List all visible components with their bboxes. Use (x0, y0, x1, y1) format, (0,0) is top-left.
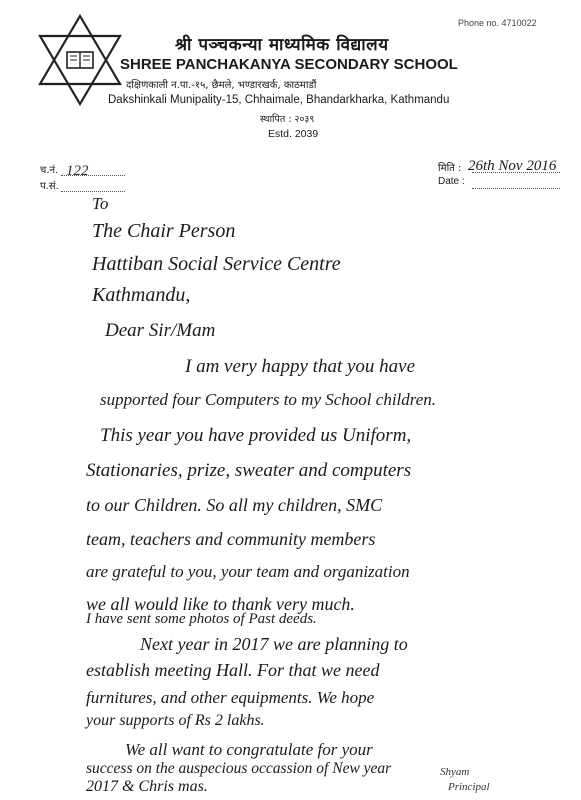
letter-salutation: Dear Sir/Mam (105, 320, 216, 341)
address-english: Dakshinkali Munipality-15, Chhaimale, Bhandarkharka, Kathmandu (108, 94, 450, 106)
address-nepali: दक्षिणकाली न.पा.-१५, छैमले, भण्डारखर्क, काठमाडौं (126, 80, 317, 91)
letter-line: 2017 & Chris mas. (86, 778, 208, 795)
school-name-nepali: श्री पञ्चकन्या माध्यमिक विद्यालय (175, 35, 389, 55)
signature: Shyam (440, 766, 470, 778)
reference-line-2 (61, 180, 125, 192)
letter-line: Next year in 2017 we are planning to (140, 634, 408, 654)
school-name-english: SHREE PANCHAKANYA SECONDARY SCHOOL (120, 56, 458, 73)
letter-line: Stationaries, prize, sweater and computers (86, 460, 412, 481)
letter-line: We all want to congratulate for your (125, 740, 373, 759)
letter-line: success on the auspecious occassion of New year (86, 760, 392, 777)
signature-title: Principal (448, 781, 490, 793)
school-logo-star-icon (34, 14, 126, 106)
letter-line: Kathmandu, (92, 284, 191, 306)
date-label-nepali: मिति : (438, 163, 462, 174)
letter-line: Hattiban Social Service Centre (92, 253, 341, 275)
letter-line: furnitures, and other equipments. We hope (86, 688, 375, 707)
date-line-2 (472, 188, 560, 189)
reference-row-2 (40, 178, 125, 192)
established-nepali: स्थापित : २०३९ (260, 114, 315, 125)
established-english: Estd. 2039 (268, 128, 319, 140)
reference-number: 122 (66, 163, 89, 179)
letter-line: supported four Computers to my School children. (100, 390, 437, 409)
letter-date: 26th Nov 2016 (468, 158, 557, 174)
letter-line: This year you have provided us Uniform, (100, 425, 412, 446)
letter-line: To (92, 194, 109, 213)
reference-label-2: प.सं. (40, 181, 59, 192)
letter-line: I am very happy that you have (185, 356, 416, 377)
letter-line: team, teachers and community members (86, 529, 376, 549)
reference-label-1: च.नं. (40, 165, 59, 176)
letter-line: are grateful to you, your team and organization (86, 562, 410, 581)
phone-number: Phone no. 4710022 (458, 18, 537, 28)
letter-line: The Chair Person (92, 220, 236, 242)
letter-line: we all would like to thank very much. (86, 594, 355, 614)
date-label-english: Date : (438, 176, 465, 187)
letter-line: your supports of Rs 2 lakhs. (86, 712, 265, 729)
letter-line: I have sent some photos of Past deeds. (86, 611, 317, 627)
letter-line: to our Children. So all my children, SMC (86, 495, 383, 515)
letter-line: establish meeting Hall. For that we need (86, 660, 380, 680)
